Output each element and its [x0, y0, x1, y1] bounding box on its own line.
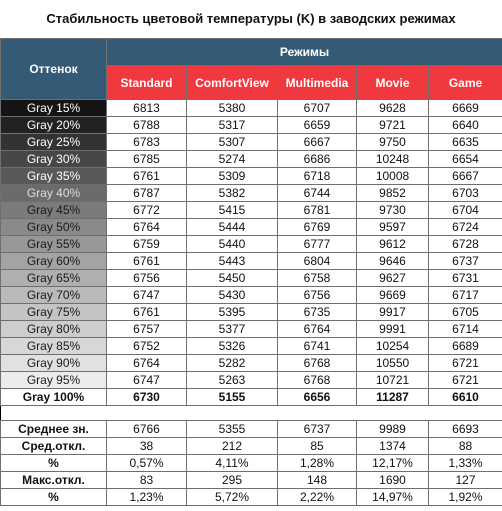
temperature-cell: 5444	[187, 219, 278, 236]
temperature-cell: 5382	[187, 185, 278, 202]
temperature-cell: 6777	[278, 236, 357, 253]
table-row	[1, 270, 502, 287]
table-row	[1, 355, 502, 372]
temperature-cell: 6721	[429, 372, 502, 389]
temperature-cell: 9750	[357, 134, 429, 151]
temperature-cell: 5395	[187, 304, 278, 321]
temperature-cell: 6758	[278, 270, 357, 287]
temperature-cell: 6724	[429, 219, 502, 236]
temperature-cell: 6656	[278, 389, 357, 406]
temperature-cell: 6756	[107, 270, 187, 287]
temperature-cell: 9612	[357, 236, 429, 253]
mode-header-comfortview: ComfortView	[187, 66, 278, 100]
temperature-cell: 6788	[107, 117, 187, 134]
temperature-cell: 6728	[429, 236, 502, 253]
stat-label: %	[1, 489, 107, 506]
temperature-cell: 6610	[429, 389, 502, 406]
temperature-cell: 9669	[357, 287, 429, 304]
stat-cell: 5355	[187, 421, 278, 438]
temperature-cell: 5377	[187, 321, 278, 338]
mode-header-standard: Standard	[107, 66, 187, 100]
temperature-cell: 5155	[187, 389, 278, 406]
temperature-cell: 6756	[278, 287, 357, 304]
temperature-cell: 6781	[278, 202, 357, 219]
temperature-cell: 10248	[357, 151, 429, 168]
temperature-cell: 5415	[187, 202, 278, 219]
table-row	[1, 134, 502, 151]
modes-header: Режимы	[107, 39, 502, 66]
temperature-cell: 9646	[357, 253, 429, 270]
temperature-cell: 6741	[278, 338, 357, 355]
temperature-cell: 6669	[429, 100, 502, 117]
table-row	[1, 321, 502, 338]
gray-level-label: Gray 15%	[1, 100, 107, 117]
temperature-cell: 10254	[357, 338, 429, 355]
stat-label: Сред.откл.	[1, 438, 107, 455]
stats-row	[1, 438, 502, 455]
temperature-cell: 10550	[357, 355, 429, 372]
temperature-cell: 6689	[429, 338, 502, 355]
temperature-cell: 6730	[107, 389, 187, 406]
stat-cell: 83	[107, 472, 187, 489]
temperature-cell: 5309	[187, 168, 278, 185]
table-row	[1, 253, 502, 270]
temperature-cell: 6747	[107, 372, 187, 389]
temperature-cell: 6769	[278, 219, 357, 236]
stat-cell: 38	[107, 438, 187, 455]
table-title: Стабильность цветовой температуры (K) в заводских режимах	[46, 11, 456, 26]
temperature-cell: 9852	[357, 185, 429, 202]
stat-cell: 1690	[357, 472, 429, 489]
stat-cell: 4,11%	[187, 455, 278, 472]
temperature-cell: 6747	[107, 287, 187, 304]
temperature-cell: 5274	[187, 151, 278, 168]
table-spacer	[1, 406, 502, 421]
stat-cell: 9989	[357, 421, 429, 438]
table-row	[1, 185, 502, 202]
gray-level-label: Gray 45%	[1, 202, 107, 219]
temperature-cell: 6703	[429, 185, 502, 202]
temperature-cell: 6768	[278, 355, 357, 372]
gray-level-label: Gray 75%	[1, 304, 107, 321]
gray-level-label: Gray 50%	[1, 219, 107, 236]
temperature-cell: 10008	[357, 168, 429, 185]
temperature-cell: 5443	[187, 253, 278, 270]
temperature-cell: 6707	[278, 100, 357, 117]
stat-cell: 148	[278, 472, 357, 489]
table-row	[1, 117, 502, 134]
temperature-cell: 6813	[107, 100, 187, 117]
temperature-cell: 5326	[187, 338, 278, 355]
table-row	[1, 372, 502, 389]
temperature-cell: 6654	[429, 151, 502, 168]
temperature-cell: 6714	[429, 321, 502, 338]
stat-label: Макс.откл.	[1, 472, 107, 489]
gray-level-label: Gray 70%	[1, 287, 107, 304]
temperature-cell: 6772	[107, 202, 187, 219]
stat-cell: 6737	[278, 421, 357, 438]
temperature-cell: 6761	[107, 304, 187, 321]
temperature-cell: 5263	[187, 372, 278, 389]
table-row	[1, 338, 502, 355]
temperature-cell: 6761	[107, 168, 187, 185]
temperature-cell: 6785	[107, 151, 187, 168]
stat-label: %	[1, 455, 107, 472]
stat-cell: 212	[187, 438, 278, 455]
temperature-cell: 6787	[107, 185, 187, 202]
temperature-cell: 6704	[429, 202, 502, 219]
stats-row	[1, 489, 502, 506]
temperature-cell: 6804	[278, 253, 357, 270]
temperature-cell: 9627	[357, 270, 429, 287]
gray-level-label: Gray 25%	[1, 134, 107, 151]
gray-level-label: Gray 100%	[1, 389, 107, 406]
temperature-cell: 6731	[429, 270, 502, 287]
stat-cell: 1,23%	[107, 489, 187, 506]
temperature-cell: 5317	[187, 117, 278, 134]
temperature-cell: 6764	[107, 355, 187, 372]
table-row	[1, 389, 502, 406]
gray-level-label: Gray 80%	[1, 321, 107, 338]
gray-level-label: Gray 20%	[1, 117, 107, 134]
mode-header-multimedia: Multimedia	[278, 66, 357, 100]
gray-level-label: Gray 65%	[1, 270, 107, 287]
stat-cell: 0,57%	[107, 455, 187, 472]
stat-cell: 127	[429, 472, 502, 489]
stat-cell: 6693	[429, 421, 502, 438]
stat-cell: 1,33%	[429, 455, 502, 472]
temperature-cell: 6718	[278, 168, 357, 185]
stats-row	[1, 421, 502, 438]
gray-level-label: Gray 85%	[1, 338, 107, 355]
gray-level-label: Gray 35%	[1, 168, 107, 185]
temperature-cell: 6744	[278, 185, 357, 202]
temperature-cell: 6761	[107, 253, 187, 270]
temperature-cell: 6686	[278, 151, 357, 168]
gray-level-label: Gray 95%	[1, 372, 107, 389]
temperature-cell: 6735	[278, 304, 357, 321]
temperature-cell: 9917	[357, 304, 429, 321]
stat-cell: 6766	[107, 421, 187, 438]
stats-row	[1, 455, 502, 472]
stat-cell: 5,72%	[187, 489, 278, 506]
temperature-cell: 6783	[107, 134, 187, 151]
temperature-cell: 6752	[107, 338, 187, 355]
table-row	[1, 287, 502, 304]
temperature-cell: 6737	[429, 253, 502, 270]
mode-header-game: Game	[429, 66, 502, 100]
temperature-cell: 6757	[107, 321, 187, 338]
stat-cell: 85	[278, 438, 357, 455]
stat-cell: 295	[187, 472, 278, 489]
temperature-cell: 9628	[357, 100, 429, 117]
temperature-cell: 5307	[187, 134, 278, 151]
gray-level-label: Gray 40%	[1, 185, 107, 202]
table-row	[1, 304, 502, 321]
temperature-cell: 6717	[429, 287, 502, 304]
table-row	[1, 151, 502, 168]
temperature-cell: 9721	[357, 117, 429, 134]
mode-header-movie: Movie	[357, 66, 429, 100]
gray-level-label: Gray 60%	[1, 253, 107, 270]
temperature-cell: 5450	[187, 270, 278, 287]
table-row	[1, 100, 502, 117]
gray-level-label: Gray 90%	[1, 355, 107, 372]
stat-cell: 2,22%	[278, 489, 357, 506]
temperature-cell: 11287	[357, 389, 429, 406]
temperature-cell: 6640	[429, 117, 502, 134]
stat-cell: 12,17%	[357, 455, 429, 472]
stat-cell: 1,92%	[429, 489, 502, 506]
temperature-cell: 5440	[187, 236, 278, 253]
color-temperature-table	[0, 38, 502, 506]
table-row	[1, 219, 502, 236]
table-row	[1, 168, 502, 185]
temperature-cell: 6759	[107, 236, 187, 253]
temperature-cell: 6764	[278, 321, 357, 338]
gray-level-label: Gray 55%	[1, 236, 107, 253]
table-row	[1, 236, 502, 253]
temperature-cell: 6721	[429, 355, 502, 372]
table-row	[1, 202, 502, 219]
hue-header: Оттенок	[1, 39, 107, 100]
stat-label: Среднее зн.	[1, 421, 107, 438]
gray-level-label: Gray 30%	[1, 151, 107, 168]
temperature-cell: 6705	[429, 304, 502, 321]
temperature-cell: 9730	[357, 202, 429, 219]
temperature-cell: 6667	[278, 134, 357, 151]
temperature-cell: 6764	[107, 219, 187, 236]
stats-row	[1, 472, 502, 489]
stat-cell: 14,97%	[357, 489, 429, 506]
temperature-cell: 6768	[278, 372, 357, 389]
temperature-cell: 10721	[357, 372, 429, 389]
temperature-cell: 5282	[187, 355, 278, 372]
temperature-cell: 5430	[187, 287, 278, 304]
temperature-cell: 6635	[429, 134, 502, 151]
temperature-cell: 6659	[278, 117, 357, 134]
stat-cell: 1374	[357, 438, 429, 455]
temperature-cell: 9991	[357, 321, 429, 338]
temperature-cell: 5380	[187, 100, 278, 117]
temperature-cell: 6667	[429, 168, 502, 185]
stat-cell: 88	[429, 438, 502, 455]
temperature-cell: 9597	[357, 219, 429, 236]
stat-cell: 1,28%	[278, 455, 357, 472]
